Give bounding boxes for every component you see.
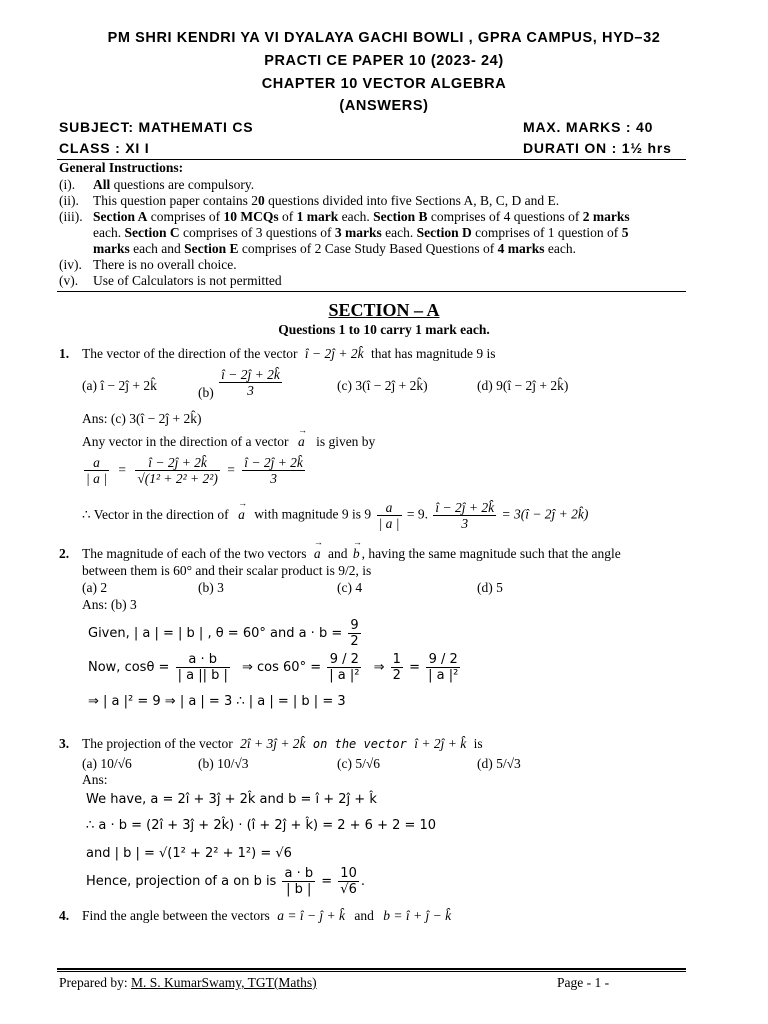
option-d: (d) 9(î − 2ĵ + 2k̂): [477, 378, 569, 393]
instruction-item: [59, 177, 255, 193]
fraction-numerator: î − 2ĵ + 2k̂: [221, 367, 280, 382]
instruction-bold: 3 marks: [334, 225, 382, 240]
prepared-label: Prepared by:: [59, 975, 131, 990]
instruction-bold: Section C: [124, 225, 180, 240]
fraction-numerator: 10: [338, 866, 359, 882]
instruction-text: comprises of 1 question of: [471, 225, 622, 240]
vector-expression: î − 2ĵ + 2k̂: [304, 346, 364, 361]
solution-line-2: ∴ a · b = (2î + 3ĵ + 2k̂) · (î + 2ĵ + k̂) = 2 + 6 + 2 = 10: [86, 818, 437, 833]
question-number: 1.: [59, 346, 70, 361]
fraction-numerator: 1: [392, 652, 401, 667]
instruction-bold: Section B: [373, 209, 428, 224]
option-a: (a) î − 2ĵ + 2k̂: [82, 378, 157, 393]
answers-label: (ANSWERS): [339, 98, 429, 114]
solution-result-line: ⇒ | a |² = 9 ⇒ | a | = 3 ∴ | a | = | b | = 3: [88, 694, 346, 709]
solution-text: Hence, projection of a on b is: [86, 874, 277, 889]
instruction-bold: 2 marks: [582, 209, 630, 224]
fraction-numerator: 9 / 2: [327, 652, 361, 668]
question-text: [82, 908, 451, 924]
instruction-number: (iii).: [59, 209, 83, 224]
instruction-number: (v).: [59, 273, 79, 288]
fraction-denominator: | a |²: [428, 668, 459, 683]
instruction-bold: Section D: [416, 225, 472, 240]
answer-line: Ans: (b) 3: [82, 597, 137, 612]
instruction-item: [59, 193, 560, 209]
fraction-denominator: 2: [392, 668, 401, 683]
instruction-text: of: [278, 209, 297, 224]
instruction-text: questions are compulsory.: [110, 177, 255, 192]
duration-label: DURATI ON : 1½ hrs: [523, 140, 672, 156]
equals-sign: =: [409, 660, 420, 675]
chapter-title: CHAPTER 10 VECTOR ALGEBRA: [261, 76, 507, 92]
option-d: (d) 5: [477, 580, 503, 595]
fraction-numerator: a: [84, 455, 109, 471]
option-c: (c) 5/√6: [337, 756, 381, 771]
fraction-numerator: a · b: [176, 652, 230, 668]
conclusion-line: [82, 500, 588, 531]
instruction-item: [59, 209, 630, 225]
question-text-line2: between them is 60° and their scalar product is 9/2, is: [82, 563, 372, 578]
equals-sign: =: [321, 874, 333, 889]
question-stem: Find the angle between the vectors: [82, 908, 270, 923]
fraction-numerator: 9: [350, 618, 359, 633]
question-number: 2.: [59, 546, 70, 561]
fraction-denominator: √(1² + 2² + 2²): [137, 471, 218, 486]
fraction-numerator: 9 / 2: [426, 652, 460, 668]
footer-rule: [57, 968, 686, 970]
footer-prepared-by: [59, 975, 317, 991]
option-d: (d) 5/√3: [477, 756, 521, 771]
instruction-text: comprises of 2 Case Study Based Questions of: [238, 241, 498, 256]
option-label: (b): [198, 384, 214, 400]
solution-text: Now, cosθ =: [88, 660, 170, 675]
instruction-text: comprises of 4 questions of: [427, 209, 583, 224]
explanation-text: is given by: [316, 434, 376, 449]
instruction-number: (iv).: [59, 257, 82, 272]
section-subtitle: Questions 1 to 10 carry 1 mark each.: [278, 322, 490, 337]
period: .: [360, 874, 365, 889]
fraction-numerator: î − 2ĵ + 2k̂: [135, 455, 220, 471]
instruction-item: [59, 273, 282, 289]
question-text: [82, 736, 483, 752]
fraction-denominator: | a |²: [329, 668, 360, 683]
conclusion-text: ∴ Vector in the direction of: [82, 506, 229, 522]
instruction-text: each and: [129, 241, 185, 256]
question-stem: The magnitude of each of the two vectors: [82, 546, 307, 561]
fraction-denominator: 2: [350, 634, 359, 649]
vector-expression: b = î + ĵ − k̂: [383, 908, 452, 923]
vector-expression: 2î + 3ĵ + 2k̂: [240, 736, 306, 751]
instruction-bold: Section A: [93, 209, 148, 224]
instruction-bold: 1 mark: [296, 209, 339, 224]
option-a: (a) 2: [82, 580, 108, 595]
fraction-denominator: 3: [461, 516, 469, 531]
question-number: 4.: [59, 908, 70, 923]
vector-expression: î + 2ĵ + k̂: [414, 736, 467, 751]
fraction-denominator: | a || b |: [177, 668, 228, 683]
option-c: (c) 4: [337, 580, 363, 595]
explanation-line: [82, 434, 375, 450]
vector-expression: a = î − ĵ + k̂: [277, 908, 346, 923]
instruction-bold: marks: [93, 241, 130, 256]
instruction-bold: All: [93, 177, 111, 192]
section-title: SECTION – A: [328, 300, 440, 320]
answer-line: Ans: (c) 3(î − 2ĵ + 2k̂): [82, 411, 202, 426]
max-marks-label: MAX. MARKS : 40: [523, 119, 654, 135]
fraction-denominator: | a |: [378, 516, 400, 531]
question-stem-end: is: [473, 736, 483, 751]
fraction-denominator: √6: [340, 882, 357, 897]
vector-symbol: → a: [238, 507, 245, 523]
vector-symbol: → a: [314, 546, 321, 562]
instruction-text: There is no overall choice.: [93, 257, 237, 272]
fraction-denominator: 3: [270, 471, 277, 486]
option-b: (b) 10/√3: [198, 756, 249, 771]
instruction-text: each.: [93, 225, 125, 240]
instruction-text: each.: [544, 241, 576, 256]
fraction-denominator: | a |: [86, 471, 107, 486]
instruction-item: [93, 225, 628, 241]
answer-line: Ans:: [82, 772, 108, 787]
instruction-bold: 10 MCQs: [223, 209, 279, 224]
conclusion-text: with magnitude 9 is 9: [254, 506, 372, 522]
paper-title: PRACTI CE PAPER 10 (2023- 24): [264, 53, 504, 69]
question-text: [82, 346, 496, 362]
instruction-text: questions divided into five Sections A, B, C, D and E.: [264, 193, 560, 208]
solution-line-3: and | b | = √(1² + 2² + 1²) = √6: [86, 846, 292, 861]
instructions-rule: [57, 291, 686, 292]
instructions-title: General Instructions:: [59, 160, 184, 175]
solution-text: ⇒ cos 60° =: [242, 660, 322, 675]
fraction-numerator: a: [377, 500, 402, 516]
vector-symbol: → a: [298, 434, 305, 450]
instruction-text: This question paper contains 2: [93, 193, 258, 208]
question-text: [82, 546, 621, 562]
instruction-bold: 5: [621, 225, 629, 240]
instruction-bold: 0: [257, 193, 265, 208]
option-a: (a) 10/√6: [82, 756, 132, 771]
author-link[interactable]: M. S. KumarSwamy, TGT(Maths): [130, 975, 317, 990]
instruction-number: (i).: [59, 177, 76, 192]
instruction-bold: 4 marks: [497, 241, 545, 256]
school-name: PM SHRI KENDRI YA VI DYALAYA GACHI BOWLI , GPRA CAMPUS, HYD–32: [107, 30, 661, 46]
instruction-item: [93, 241, 576, 257]
instruction-text: comprises of: [147, 209, 224, 224]
footer-rule-thin: [57, 971, 686, 972]
conjunction: and: [354, 908, 374, 923]
question-number: 3.: [59, 736, 70, 751]
fraction-numerator: a · b: [284, 866, 314, 881]
question-stem: The vector of the direction of the vector: [82, 346, 298, 361]
instruction-text: each.: [381, 225, 417, 240]
subject-label: SUBJECT: MATHEMATI CS: [59, 119, 254, 135]
option-b: (b) 3: [198, 580, 224, 595]
instruction-bold: Section E: [184, 241, 239, 256]
equals-sign: = 9.: [406, 506, 428, 522]
question-stem: The projection of the vector: [82, 736, 233, 751]
fraction-denominator: 3: [247, 383, 254, 398]
formula-line: $\frac{a}{| a |}$ = $\frac{î - 2ĵ + 2k̂}{\text{√(1² + 2² + 2²)}}$ = $\frac{î - 2ĵ + 2k̂}{3}$: [86, 455, 303, 486]
option-b: [198, 367, 284, 398]
option-c: (c) 3(î − 2ĵ + 2k̂): [337, 378, 428, 393]
solution-now-line: [88, 652, 462, 683]
fraction-numerator: î − 2ĵ + 2k̂: [244, 455, 303, 470]
instruction-item: [59, 257, 237, 273]
solution-line-1: We have, a = 2î + 3ĵ + 2k̂ and b = î + 2ĵ + k̂: [86, 792, 377, 807]
instruction-text: Use of Calculators is not permitted: [93, 273, 282, 288]
implies-symbol: ⇒: [373, 660, 385, 675]
conclusion-result: = 3(î − 2ĵ + 2k̂): [501, 506, 589, 522]
instruction-text: each.: [338, 209, 374, 224]
conjunction: and: [328, 546, 348, 561]
solution-given-line: [88, 618, 363, 649]
question-stem-mid: on the vector: [312, 737, 407, 751]
instruction-text: comprises of 3 questions of: [179, 225, 335, 240]
vector-symbol: → b: [353, 546, 360, 562]
fraction-denominator: | b |: [286, 882, 312, 897]
solution-line-4: [86, 866, 365, 897]
class-label: CLASS : XI I: [59, 140, 150, 156]
question-stem-end: that has magnitude 9 is: [371, 346, 496, 361]
instruction-number: (ii).: [59, 193, 79, 208]
fraction-numerator: î − 2ĵ + 2k̂: [435, 500, 495, 515]
question-stem-end: , having the same magnitude such that the angle: [361, 546, 621, 561]
explanation-text: Any vector in the direction of a vector: [82, 434, 289, 449]
solution-text: Given, | a | = | b | , θ = 60° and a · b =: [88, 626, 343, 641]
page-number: Page - 1 -: [557, 975, 610, 990]
